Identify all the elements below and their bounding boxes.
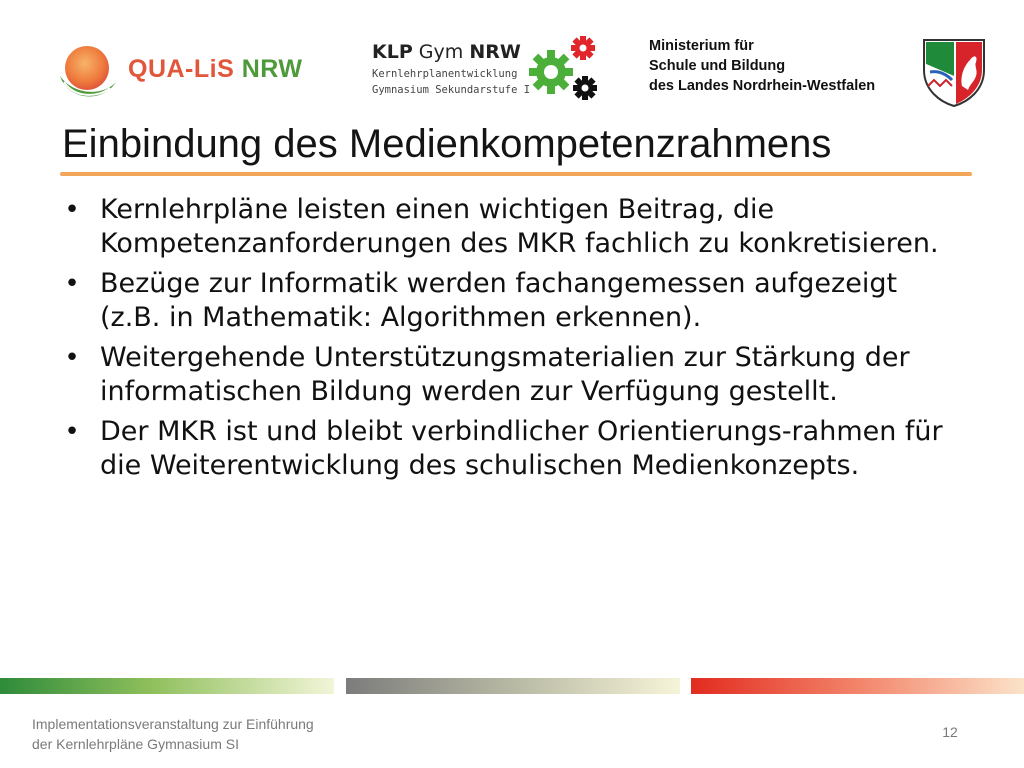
qualis-emblem-icon [54, 38, 124, 108]
bullet-item [62, 267, 962, 335]
klp-wordmark: KLP Gym NRW [372, 41, 521, 63]
ministry-line: des Landes Nordrhein-Westfalen [649, 78, 876, 94]
bullet-item [62, 193, 962, 261]
klp-subtitle-line1: Kernlehrplanentwicklung [372, 68, 518, 80]
bullet-list [62, 193, 962, 489]
page-number: 12 [942, 724, 958, 740]
nrw-coat-of-arms-icon [920, 36, 988, 108]
bullet-item [62, 415, 962, 483]
qualis-wordmark: QUA-LiS NRW [128, 55, 303, 83]
slide-title: Einbindung des Medienkompetenzrahmens [62, 122, 832, 166]
bullet-dot-icon: • [64, 343, 80, 373]
qualis-logo [54, 38, 304, 108]
bullet-text: Kernlehrpläne leisten einen wichtigen Beitrag, die Kompetenzanforderungen des MKR fachlich zu konkretisieren. [100, 194, 939, 259]
gears-icon [525, 36, 603, 102]
ministry-line: Ministerium für [649, 38, 754, 54]
footer-bar-red [691, 678, 1024, 694]
klp-subtitle-line2: Gymnasium Sekundarstufe I [372, 84, 531, 96]
bullet-text: Bezüge zur Informatik werden fachangemessen aufgezeigt (z.B. in Mathematik: Algorithmen erkennen). [100, 268, 898, 333]
bullet-item [62, 341, 962, 409]
klp-logo [372, 38, 604, 104]
bullet-dot-icon: • [64, 195, 80, 225]
footer-bar-green [0, 678, 334, 694]
bullet-dot-icon: • [64, 417, 80, 447]
footer-bar-gray [346, 678, 680, 694]
ministry-line: Schule und Bildung [649, 58, 786, 74]
ministry-logo [640, 34, 990, 110]
footer-caption [32, 714, 452, 754]
ministry-name [640, 34, 900, 96]
bullet-dot-icon: • [64, 269, 80, 299]
bullet-text: Weitergehende Unterstützungsmaterialien zur Stärkung der informatischen Bildung werden zur Verfügung gestellt. [100, 342, 910, 407]
title-underline [60, 172, 972, 176]
footer-line: der Kernlehrpläne Gymnasium SI [32, 736, 239, 752]
footer-line: Implementationsveranstaltung zur Einführung [32, 716, 314, 732]
bullet-text: Der MKR ist und bleibt verbindlicher Orientierungs-rahmen für die Weiterentwicklung des schulischen Medienkonzepts. [100, 416, 943, 481]
